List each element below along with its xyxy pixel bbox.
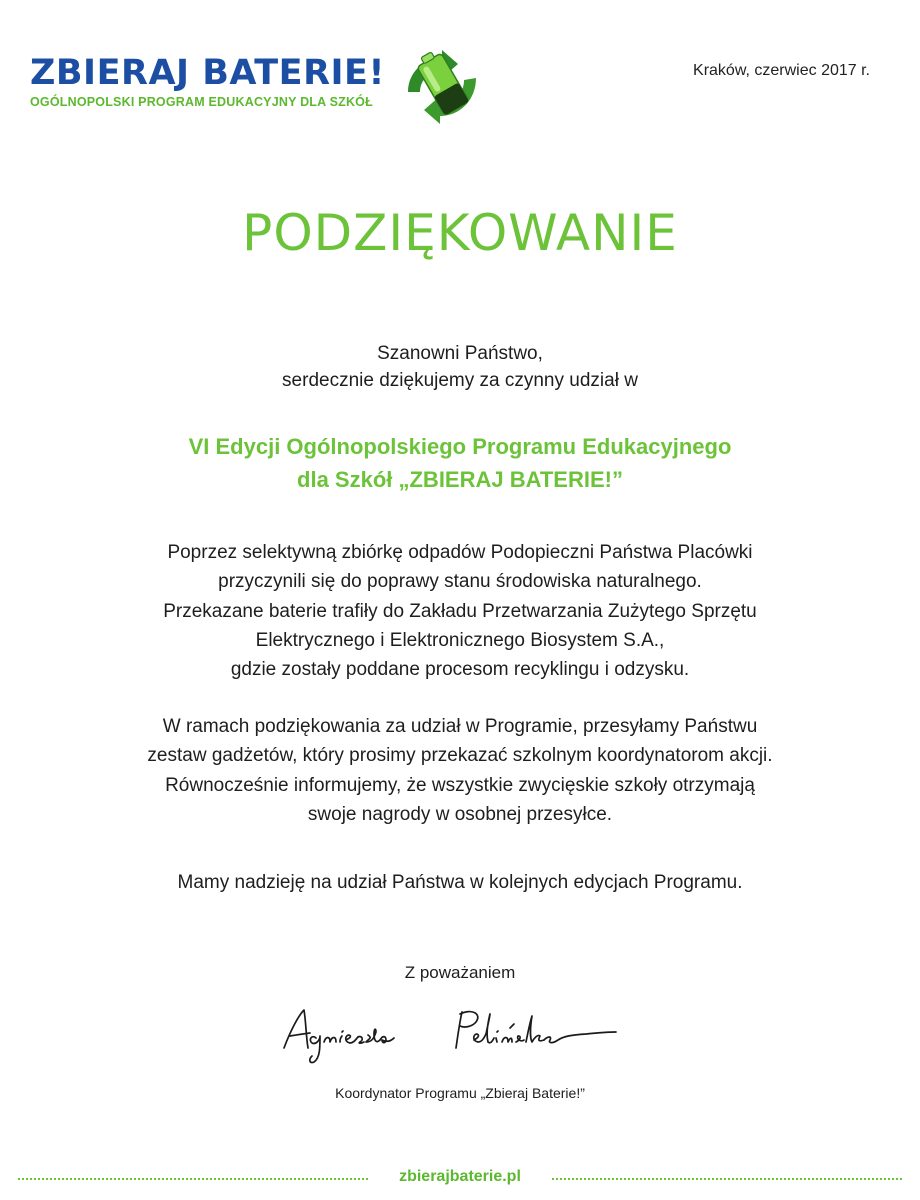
edition-line: VI Edycji Ogólnopolskiego Programu Edukacyjnego bbox=[188, 434, 732, 459]
battery-recycle-icon bbox=[396, 42, 488, 128]
signature-image bbox=[276, 1002, 626, 1068]
paragraph-line: przyczynili się do poprawy stanu środowiska naturalnego. bbox=[218, 571, 702, 593]
paragraph-line: gdzie zostały poddane procesom recyklingu i odzysku. bbox=[230, 659, 690, 681]
logo-subtitle: OGÓLNOPOLSKI PROGRAM EDUKACYJNY DLA SZKÓŁ bbox=[30, 95, 373, 109]
signatory-role: Koordynator Programu „Zbieraj Baterie!” bbox=[335, 1085, 585, 1101]
footer-dotted-line bbox=[552, 1178, 902, 1180]
salutation-line: Szanowni Państwo, bbox=[377, 343, 543, 364]
footer bbox=[18, 1166, 902, 1190]
page-title: PODZIĘKOWANIE bbox=[242, 204, 678, 262]
paragraph-line: zestaw gadżetów, który prosimy przekazać szkolnym koordynatorom akcji. bbox=[147, 745, 773, 767]
paragraph-line: Równocześnie informujemy, że wszystkie zwycięskie szkoły otrzymają bbox=[165, 774, 755, 796]
edition-title bbox=[0, 430, 920, 496]
paragraph-gifts bbox=[0, 712, 920, 829]
salutation bbox=[0, 340, 920, 394]
logo-title: ZBIERAJ BATERIE! bbox=[30, 53, 385, 93]
paragraph-line: W ramach podziękowania za udział w Programie, przesyłamy Państwu bbox=[162, 716, 758, 737]
footer-dotted-line bbox=[18, 1178, 368, 1180]
paragraph-line: Poprzez selektywną zbiórkę odpadów Podopieczni Państwa Placówki bbox=[167, 542, 753, 563]
edition-line: dla Szkół „ZBIERAJ BATERIE!” bbox=[297, 467, 623, 492]
paragraph-hope: Mamy nadzieję na udział Państwa w kolejnych edycjach Programu. bbox=[177, 872, 743, 893]
program-logo bbox=[30, 42, 490, 122]
closing-phrase: Z poważaniem bbox=[404, 963, 516, 982]
paragraph-line: Przekazane baterie trafiły do Zakładu Przetwarzania Zużytego Sprzętu bbox=[163, 600, 757, 622]
footer-website: zbierajbaterie.pl bbox=[399, 1168, 521, 1185]
paragraph-line: Elektrycznego i Elektronicznego Biosystem S.A., bbox=[255, 629, 665, 651]
place-date: Kraków, czerwiec 2017 r. bbox=[693, 62, 870, 79]
salutation-line: serdecznie dziękujemy za czynny udział w bbox=[282, 370, 638, 391]
paragraph-recycling bbox=[0, 538, 920, 684]
paragraph-line: swoje nagrody w osobnej przesyłce. bbox=[307, 803, 613, 825]
